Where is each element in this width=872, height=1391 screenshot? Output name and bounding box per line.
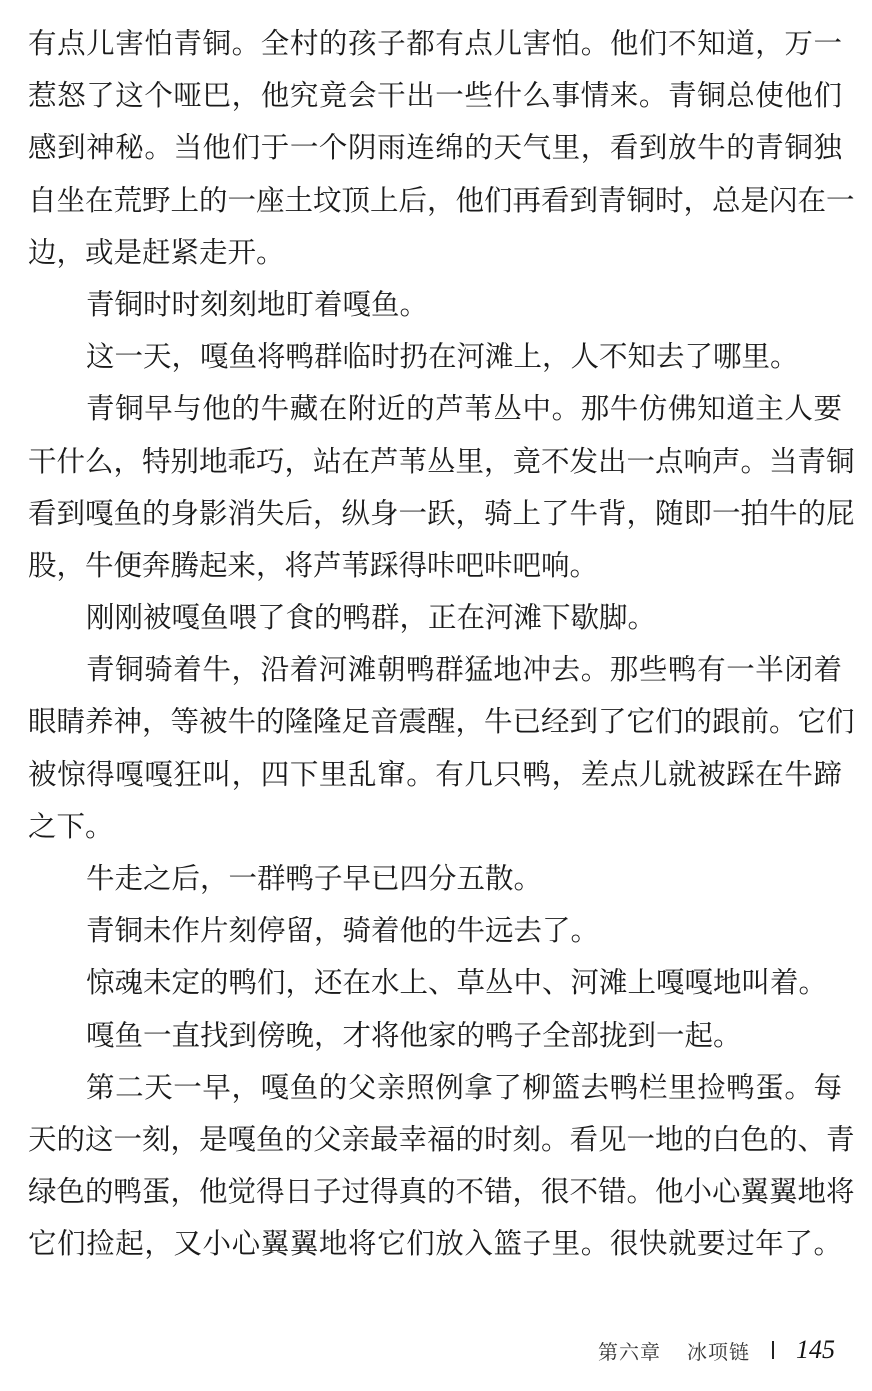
- text-line: 这一天，嘎鱼将鸭群临时扔在河滩上，人不知去了哪里。: [86, 340, 799, 374]
- text-line: 嘎鱼一直找到傍晚，才将他家的鸭子全部拢到一起。: [86, 1018, 742, 1052]
- text-line: 被惊得嘎嘎狂叫，四下里乱窜。有几只鸭，差点儿就被踩在牛蹄: [28, 757, 842, 791]
- chapter-label: 第六章: [598, 1339, 661, 1364]
- text-line: 感到神秘。当他们于一个阴雨连绵的天气里，看到放牛的青铜独: [28, 131, 842, 165]
- text-line: 青铜骑着牛，沿着河滩朝鸭群猛地冲去。那些鸭有一半闭着: [86, 653, 842, 687]
- page-footer: [598, 1332, 835, 1368]
- text-line: 青铜早与他的牛藏在附近的芦苇丛中。那牛仿佛知道主人要: [86, 392, 842, 426]
- page-number: 145: [796, 1335, 835, 1364]
- text-line: 它们捡起，又小心翼翼地将它们放入篮子里。很快就要过年了。: [28, 1227, 842, 1261]
- text-line: 股，牛便奔腾起来，将芦苇踩得咔吧咔吧响。: [28, 548, 599, 582]
- text-line: 有点儿害怕青铜。全村的孩子都有点儿害怕。他们不知道，万一: [28, 27, 842, 60]
- text-line: 眼睛养神，等被牛的隆隆足音震醒，牛已经到了它们的跟前。它们: [28, 705, 855, 739]
- text-line: 惊魂未定的鸭们，还在水上、草丛中、河滩上嘎嘎地叫着。: [86, 966, 828, 1000]
- text-line: 第二天一早，嘎鱼的父亲照例拿了柳篮去鸭栏里捡鸭蛋。每: [86, 1070, 842, 1104]
- text-line: 边，或是赶紧走开。: [28, 235, 285, 269]
- text-line: 牛走之后，一群鸭子早已四分五散。: [86, 862, 543, 895]
- text-line: 惹怒了这个哑巴，他究竟会干出一些什么事情来。青铜总使他们: [28, 79, 842, 113]
- text-line: 自坐在荒野上的一座土坟顶上后，他们再看到青铜时，总是闪在一: [28, 183, 855, 217]
- text-line: 青铜时时刻刻地盯着嘎鱼。: [86, 287, 429, 321]
- text-line: 刚刚被嘎鱼喂了食的鸭群，正在河滩下歇脚。: [86, 601, 657, 635]
- body-text: [28, 18, 855, 1271]
- text-line: 干什么，特别地乖巧，站在芦苇丛里，竟不发出一点响声。当青铜: [28, 444, 855, 478]
- text-line: 之下。: [28, 809, 114, 843]
- text-line: 天的这一刻，是嘎鱼的父亲最幸福的时刻。看见一地的白色的、青: [28, 1122, 855, 1156]
- text-line: 看到嘎鱼的身影消失后，纵身一跃，骑上了牛背，随即一拍牛的屁: [28, 496, 855, 530]
- text-line: 绿色的鸭蛋，他觉得日子过得真的不错，很不错。他小心翼翼地将: [28, 1175, 855, 1209]
- footer-separator: [772, 1341, 774, 1359]
- chapter-title: 冰项链: [687, 1339, 750, 1364]
- text-line: 青铜未作片刻停留，骑着他的牛远去了。: [86, 914, 600, 948]
